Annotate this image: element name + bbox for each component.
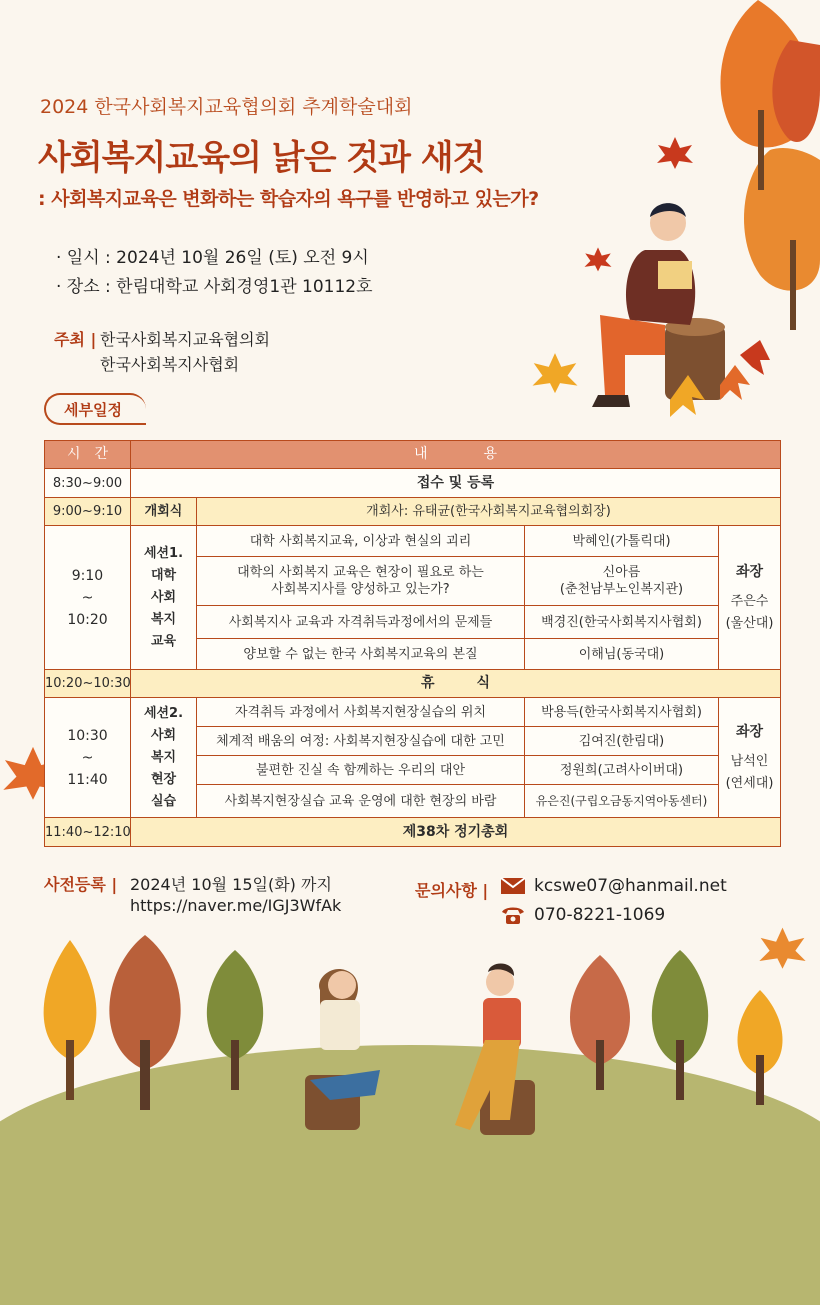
- schedule-label: [44, 393, 146, 425]
- topic: 양보할 수 없는 한국 사회복지교육의 본질: [197, 639, 525, 670]
- speaker: 백경진(한국사회복지사협회): [525, 606, 719, 639]
- speaker: 박혜인(가톨릭대): [525, 526, 719, 557]
- label-line: 세션1.: [143, 545, 184, 561]
- row-label: 개회식: [131, 498, 197, 526]
- table-row: [45, 818, 781, 847]
- session2-time: [45, 698, 131, 818]
- time-line: 11:40: [67, 771, 108, 788]
- label-line: 사회: [150, 727, 177, 743]
- label-line: 사회: [150, 589, 177, 605]
- row-time: 10:20~10:30: [45, 670, 131, 698]
- speaker: [525, 557, 719, 606]
- chair-affiliation: (울산대): [725, 615, 774, 631]
- speaker-line: 신아름: [602, 565, 641, 580]
- table-row: [45, 469, 781, 498]
- speaker: 이해님(동국대): [525, 639, 719, 670]
- session2-chair: [719, 698, 781, 818]
- row-content: 접수 및 등록: [131, 469, 781, 498]
- label-line: 복지: [150, 611, 177, 627]
- session1-label: [131, 526, 197, 670]
- host-label: 주최 |: [54, 330, 97, 349]
- topic: [197, 557, 525, 606]
- speaker: 정원희(고려사이버대): [525, 756, 719, 785]
- topic: 사회복지현장실습 교육 운영에 대한 현장의 바람: [197, 785, 525, 818]
- speaker: 유은진(구립오금동지역아동센터): [525, 785, 719, 818]
- topic: 체계적 배움의 여정: 사회복지현장실습에 대한 고민: [197, 727, 525, 756]
- row-time: 11:40~12:10: [45, 818, 131, 847]
- row-content: 개회사: 유태균(한국사회복지교육협의회장): [197, 498, 781, 526]
- speaker: 박용득(한국사회복지사협회): [525, 698, 719, 727]
- label-line: 교육: [150, 633, 177, 649]
- host-org: 한국사회복지사협회: [100, 355, 240, 374]
- event-name: 2024 한국사회복지교육협의회 추계학술대회: [40, 96, 413, 118]
- event-place: · 장소 : 한림대학교 사회경영1관 10112호: [56, 277, 373, 297]
- topic: 사회복지사 교육과 자격취득과정에서의 문제들: [197, 606, 525, 639]
- contact-phone: [500, 905, 665, 925]
- registration-label: 사전등록 |: [44, 875, 118, 894]
- table-row: [45, 698, 781, 727]
- label-line: 대학: [150, 567, 177, 583]
- label-line: 실습: [150, 793, 177, 809]
- table-row: [45, 526, 781, 557]
- table-row: [45, 670, 781, 698]
- registration-link[interactable]: https://naver.me/IGJ3WfAk: [130, 896, 342, 915]
- header-content: 내 용: [131, 441, 781, 469]
- chair-title: 좌장: [735, 723, 764, 740]
- contact-label: 문의사항 |: [415, 881, 489, 900]
- maple-leaf-icon: [530, 350, 580, 395]
- topic-line: 대학의 사회복지 교육은 현장이 필요로 하는: [237, 565, 484, 580]
- row-time: 8:30~9:00: [45, 469, 131, 498]
- chair-affiliation: (연세대): [725, 775, 774, 791]
- row-content: 휴 식: [131, 670, 781, 698]
- reading-man-illustration: [570, 195, 785, 435]
- session1-time: [45, 526, 131, 670]
- topic: 대학 사회복지교육, 이상과 현실의 괴리: [197, 526, 525, 557]
- phone-number[interactable]: 070-8221-1069: [534, 905, 666, 925]
- table-row: [45, 498, 781, 526]
- chair-name: 주은수: [730, 593, 769, 609]
- maple-leaf-icon: [655, 135, 695, 170]
- speaker: 김여진(한림대): [525, 727, 719, 756]
- speaker-line: (춘천남부노인복지관): [559, 582, 684, 597]
- registration-deadline: 2024년 10월 15일(화) 까지: [130, 875, 332, 894]
- page-title: 사회복지교육의 낡은 것과 새것: [38, 138, 485, 178]
- header-time: 시 간: [45, 441, 131, 469]
- time-line: 10:30: [67, 727, 108, 744]
- topic-line: 사회복지사를 양성하고 있는가?: [271, 582, 450, 597]
- row-content: 제38차 정기총회: [131, 818, 781, 847]
- maple-leaf-icon: [583, 245, 613, 273]
- time-line: ~: [81, 749, 94, 766]
- chair-title: 좌장: [735, 563, 764, 580]
- label-line: 세션2.: [143, 705, 184, 721]
- session2-label: [131, 698, 197, 818]
- table-header-row: [45, 441, 781, 469]
- schedule-label-text: 세부일정: [64, 401, 122, 419]
- host-org: 한국사회복지교육협의회: [100, 330, 271, 349]
- email-address[interactable]: kcswe07@hanmail.net: [534, 876, 727, 896]
- event-date: · 일시 : 2024년 10월 26일 (토) 오전 9시: [56, 248, 369, 268]
- contact-email: [500, 876, 727, 896]
- envelope-icon: [500, 877, 526, 895]
- telephone-icon: [500, 905, 526, 925]
- session1-chair: [719, 526, 781, 670]
- row-time: 9:00~9:10: [45, 498, 131, 526]
- chair-name: 남석인: [730, 753, 769, 769]
- label-line: 현장: [150, 771, 177, 787]
- topic: 자격취득 과정에서 사회복지현장실습의 위치: [197, 698, 525, 727]
- time-line: ~: [81, 589, 94, 606]
- time-line: 10:20: [67, 611, 108, 628]
- page-subtitle: : 사회복지교육은 변화하는 학습자의 욕구를 반영하고 있는가?: [38, 188, 539, 210]
- topic: 불편한 진실 속 함께하는 우리의 대안: [197, 756, 525, 785]
- label-line: 복지: [150, 749, 177, 765]
- time-line: 9:10: [71, 567, 104, 584]
- schedule-table: [44, 440, 781, 847]
- forest-people-illustration: [0, 930, 820, 1160]
